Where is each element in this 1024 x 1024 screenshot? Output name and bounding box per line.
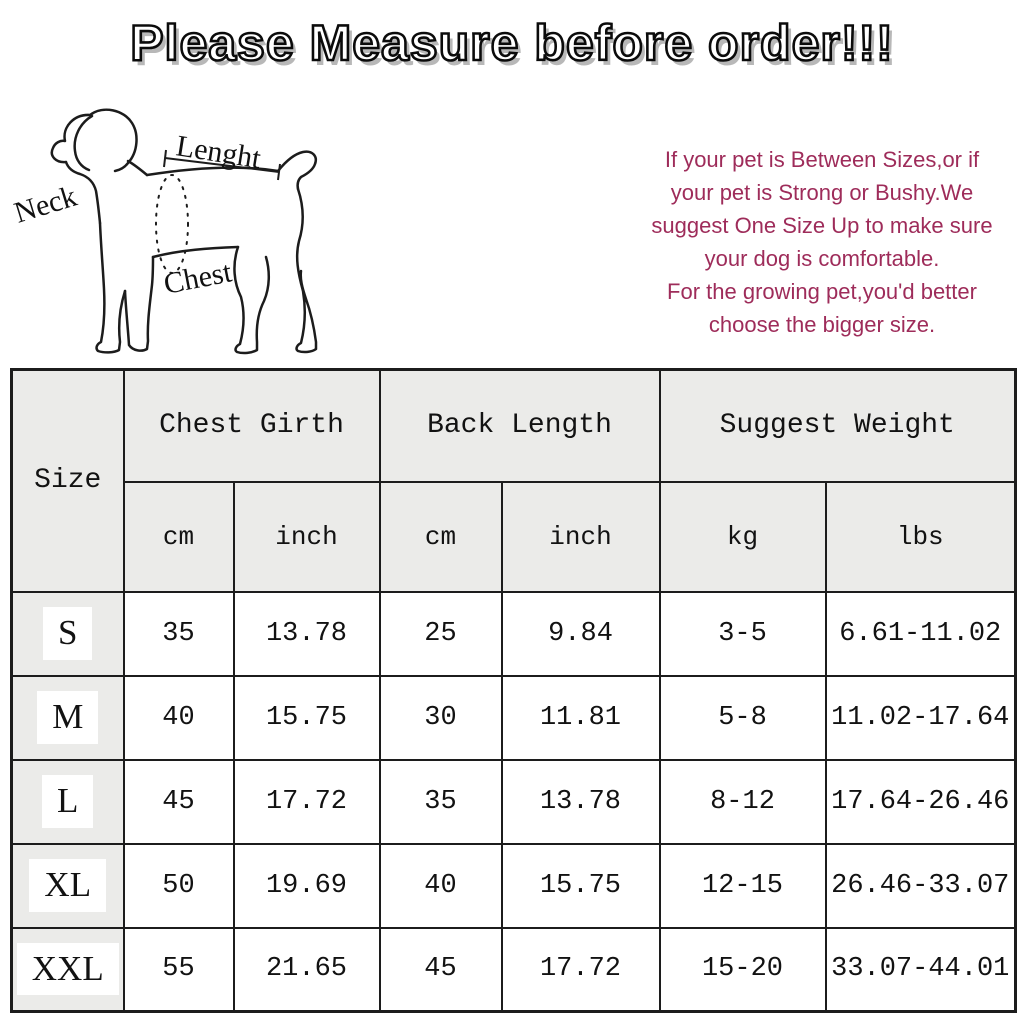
dog-tail — [278, 152, 316, 189]
dog-head-outline — [52, 110, 137, 171]
chest-girth-ellipse — [156, 175, 188, 273]
cell-back-cm: 45 — [380, 928, 502, 1012]
size-cell — [12, 760, 124, 844]
cell-weight-lbs: 6.61-11.02 — [826, 592, 1016, 676]
page-title: Please Measure before order!!! — [130, 15, 894, 71]
note-line: your pet is Strong or Bushy.We — [670, 180, 974, 205]
header-chest-girth: Chest Girth — [124, 370, 380, 482]
cell-weight-lbs: 26.46-33.07 — [826, 844, 1016, 928]
cell-chest-cm: 55 — [124, 928, 234, 1012]
cell-chest-inch: 13.78 — [234, 592, 380, 676]
dog-nape-line — [128, 161, 147, 175]
cell-chest-inch: 15.75 — [234, 676, 380, 760]
dog-front-leg-far — [125, 257, 153, 351]
cell-chest-cm: 50 — [124, 844, 234, 928]
size-badge-l: L — [42, 775, 93, 827]
cell-weight-lbs: 33.07-44.01 — [826, 928, 1016, 1012]
subheader-back-inch: inch — [502, 482, 660, 592]
cell-back-cm: 25 — [380, 592, 502, 676]
cell-chest-inch: 17.72 — [234, 760, 380, 844]
neck-label: Neck — [10, 179, 81, 230]
size-cell — [12, 928, 124, 1012]
header-back-length: Back Length — [380, 370, 660, 482]
cell-chest-cm: 40 — [124, 676, 234, 760]
size-badge-s: S — [43, 607, 92, 659]
cell-weight-kg: 5-8 — [660, 676, 826, 760]
cell-back-inch: 17.72 — [502, 928, 660, 1012]
cell-weight-kg: 12-15 — [660, 844, 826, 928]
note-line: For the growing pet,you'd better — [667, 279, 977, 304]
note-line: suggest One Size Up to make sure — [651, 213, 993, 238]
sizing-advice-note — [622, 143, 1022, 341]
note-line: choose the bigger size. — [708, 312, 936, 337]
cell-back-cm: 30 — [380, 676, 502, 760]
cell-weight-lbs: 17.64-26.46 — [826, 760, 1016, 844]
cell-weight-kg: 15-20 — [660, 928, 826, 1012]
length-measure-tick-left — [164, 150, 166, 167]
subheader-chest-cm: cm — [124, 482, 234, 592]
length-measure-tick-right — [278, 164, 280, 180]
dog-rear-leg-far — [297, 189, 316, 352]
size-cell — [12, 676, 124, 760]
dog-rear-leg-near — [234, 247, 268, 353]
table-row-xl — [12, 844, 1016, 928]
header-suggest-weight: Suggest Weight — [660, 370, 1016, 482]
cell-back-cm: 40 — [380, 844, 502, 928]
size-cell — [12, 592, 124, 676]
length-label: Lenght — [173, 129, 264, 176]
cell-chest-inch: 21.65 — [234, 928, 380, 1012]
subheader-weight-kg: kg — [660, 482, 826, 592]
note-line: If your pet is Between Sizes,or if — [664, 147, 980, 172]
cell-weight-kg: 8-12 — [660, 760, 826, 844]
note-line: your dog is comfortable. — [704, 246, 940, 271]
cell-back-inch: 15.75 — [502, 844, 660, 928]
size-badge-xxl: XXL — [17, 943, 119, 995]
table-row-m — [12, 676, 1016, 760]
cell-back-inch: 9.84 — [502, 592, 660, 676]
dog-ear-line — [75, 116, 92, 170]
size-badge-xl: XL — [29, 859, 106, 911]
cell-back-inch: 13.78 — [502, 760, 660, 844]
chest-label: Chest — [161, 255, 235, 301]
table-row-l — [12, 760, 1016, 844]
cell-weight-kg: 3-5 — [660, 592, 826, 676]
table-row-s — [12, 592, 1016, 676]
table-row-xxl — [12, 928, 1016, 1012]
subheader-chest-inch: inch — [234, 482, 380, 592]
cell-chest-inch: 19.69 — [234, 844, 380, 928]
subheader-back-cm: cm — [380, 482, 502, 592]
dog-front-leg-near — [97, 223, 125, 352]
dog-measurement-diagram — [0, 98, 360, 370]
size-badge-m: M — [37, 691, 98, 743]
cell-chest-cm: 35 — [124, 592, 234, 676]
size-cell — [12, 844, 124, 928]
cell-weight-lbs: 11.02-17.64 — [826, 676, 1016, 760]
size-table — [10, 368, 1017, 1013]
cell-chest-cm: 45 — [124, 760, 234, 844]
cell-back-inch: 11.81 — [502, 676, 660, 760]
header-size: Size — [12, 370, 124, 592]
cell-back-cm: 35 — [380, 760, 502, 844]
subheader-weight-lbs: lbs — [826, 482, 1016, 592]
